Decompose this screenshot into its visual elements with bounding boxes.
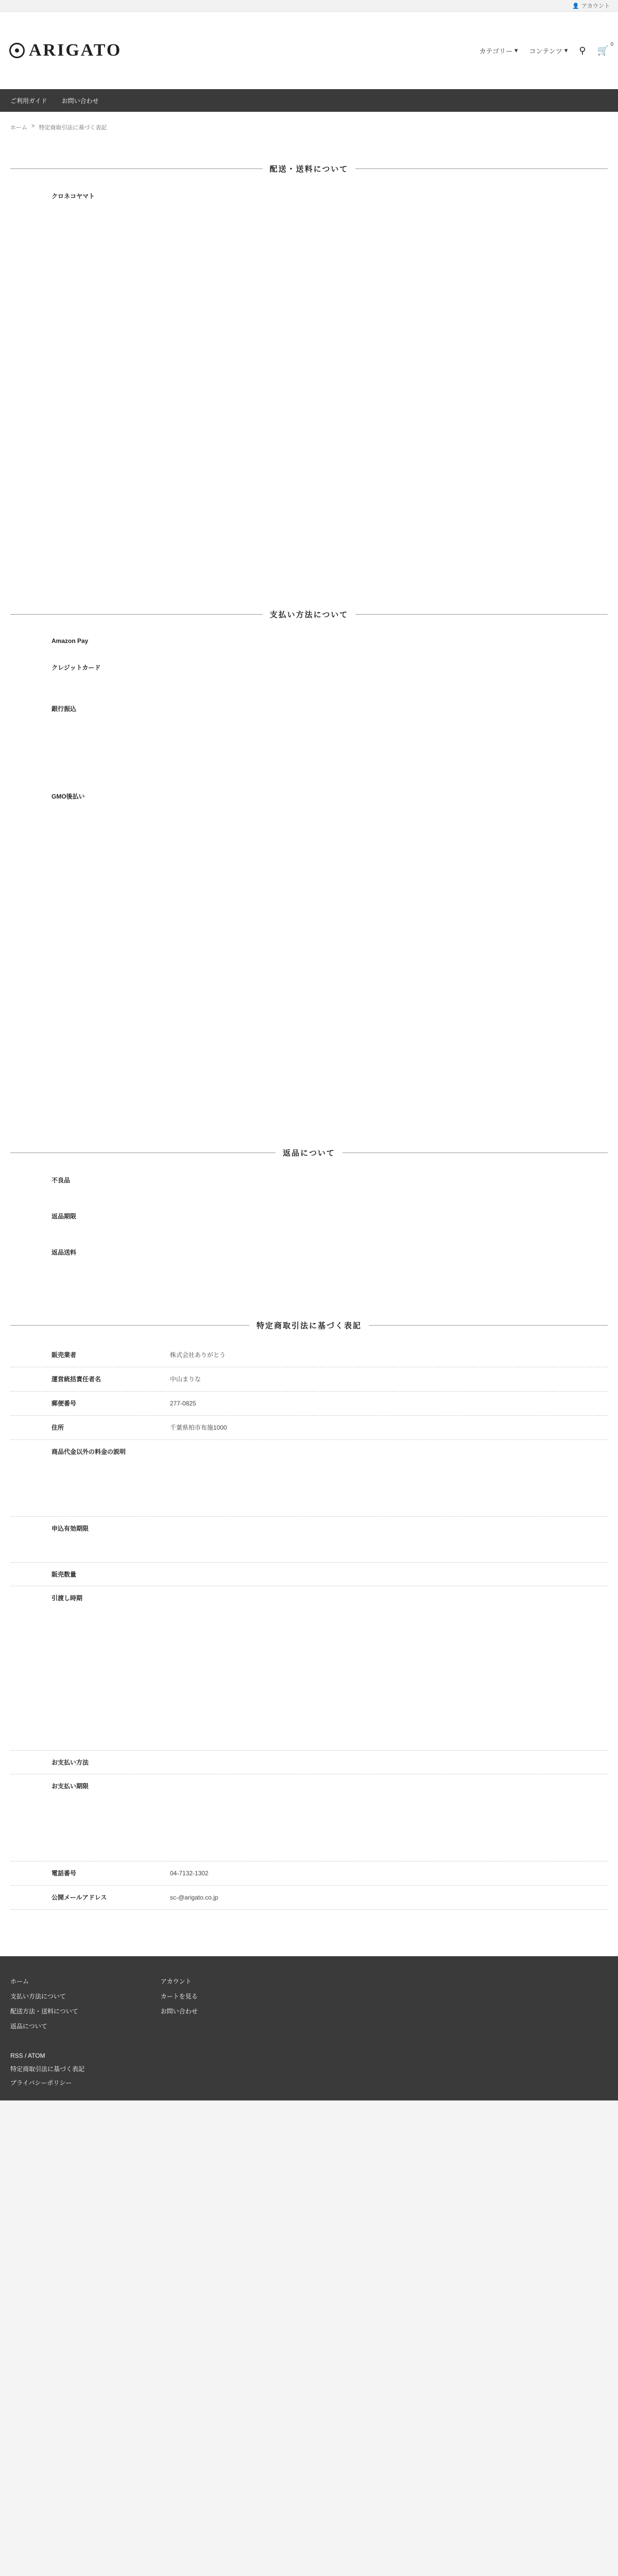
footer-info (0, 2100, 618, 2576)
cart-count: 0 (610, 42, 613, 47)
logo-text: ARIGATO (29, 41, 122, 60)
search-icon[interactable]: ⚲ (579, 45, 586, 56)
breadcrumb-current: 特定商取引法に基づく表記 (39, 125, 107, 131)
footer-link-account[interactable]: アカウント (160, 1978, 192, 1985)
chevron-down-icon: ▾ (564, 46, 568, 54)
header-actions (479, 42, 613, 56)
legal-row: 住所 千葉県柏市布施1000 (10, 1416, 608, 1440)
secondary-nav (0, 89, 618, 112)
cart-icon[interactable]: 🛒 0 (597, 42, 613, 56)
footer-link-legal[interactable]: 特定商取引法に基づく表記 (10, 2065, 85, 2073)
account-link[interactable]: 👤 アカウント (572, 3, 610, 9)
returns-row-deadline: 返品期限 (52, 1213, 77, 1220)
payment-row-credit: クレジットカード (10, 658, 608, 699)
legal-row: 運営統括責任者名 中山まりな (10, 1367, 608, 1392)
legal-row: 引渡し時期 (10, 1586, 608, 1751)
returns-section-heading: 返品について (10, 1147, 608, 1158)
legal-row: 郵便番号 277-0825 (10, 1392, 608, 1416)
divider (355, 168, 608, 169)
divider (355, 614, 608, 615)
shipping-section-heading: 配送・送料について (10, 163, 608, 174)
footer-link-returns[interactable]: 返品について (10, 2023, 47, 2030)
legal-row: お支払い方法 (10, 1751, 608, 1774)
breadcrumb-home[interactable]: ホーム (10, 125, 27, 131)
logo-mark (9, 43, 25, 58)
legal-row: お支払い期限 (10, 1774, 608, 1861)
nav-guide[interactable]: ご利用ガイド (10, 97, 47, 105)
legal-row: 販売業者 株式会社ありがとう (10, 1343, 608, 1367)
footer-link-payment[interactable]: 支払い方法について (10, 1993, 66, 2000)
divider (369, 1325, 608, 1326)
footer-link-home[interactable]: ホーム (10, 1978, 29, 1985)
payment-row-gmo: GMO後払い (52, 793, 85, 800)
footer-link-privacy[interactable]: プライバシーポリシー (10, 2079, 72, 2087)
divider (10, 1325, 249, 1326)
returns-row-defect: 不良品 (52, 1177, 71, 1184)
site-header (0, 12, 618, 89)
card-brand-icons (170, 663, 608, 694)
divider (10, 168, 263, 169)
payment-row-amazon: Amazon Pay (52, 637, 89, 645)
legal-row: 商品代金以外の料金の説明 (10, 1440, 608, 1517)
footer-link-cart[interactable]: カートを見る (160, 1993, 198, 2000)
legal-row: 電話番号 04-7132-1302 (10, 1861, 608, 1886)
footer (0, 1956, 618, 2100)
nav-contact[interactable]: お問い合わせ (61, 97, 99, 105)
user-icon: 👤 (572, 3, 580, 9)
legal-row: 販売数量 (10, 1563, 608, 1586)
returns-row-shipping: 返品送料 (52, 1249, 77, 1256)
legal-section-heading: 特定商取引法に基づく表記 (10, 1320, 608, 1331)
legal-row: 公開メールアドレス sc-@arigato.co.jp (10, 1886, 608, 1910)
breadcrumb-separator: > (31, 123, 35, 129)
footer-link-shipping[interactable]: 配送方法・送料について (10, 2008, 78, 2015)
legal-row: 申込有効期限 (10, 1517, 608, 1563)
footer-link-contact[interactable]: お問い合わせ (160, 2008, 198, 2015)
nav-content[interactable]: コンテンツ ▾ (529, 46, 568, 55)
utility-bar (0, 0, 618, 12)
logo[interactable] (9, 41, 122, 60)
shipping-row-yamato: クロネコヤマト (52, 193, 95, 200)
payment-section-heading: 支払い方法について (10, 609, 608, 620)
divider (10, 614, 263, 615)
main-content (0, 163, 618, 1910)
footer-link-rss[interactable]: RSS / ATOM (10, 2052, 45, 2059)
payment-row-bank: 銀行振込 (52, 705, 77, 713)
nav-category[interactable]: カテゴリー ▾ (479, 46, 518, 55)
chevron-down-icon: ▾ (514, 46, 518, 54)
breadcrumb (0, 112, 618, 143)
